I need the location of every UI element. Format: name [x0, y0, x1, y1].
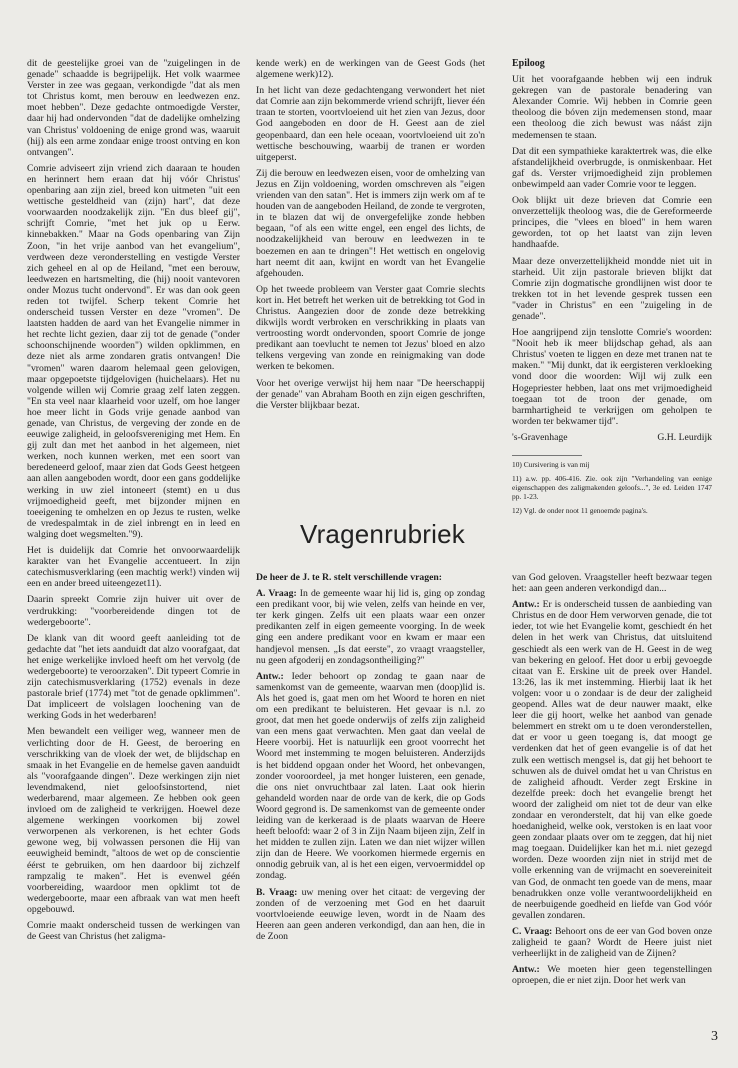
qa-block — [512, 572, 712, 594]
qa-text: We moeten hier geen tegenstellingen oproepen, die er niet zijn. Door het werk van — [512, 964, 712, 987]
qa-text: Behoort ons de eer van God boven onze zaligheid te gaan? Wordt de Heere juist niet verheerlijkt in de zaligheid van de Zijnen? — [512, 925, 712, 960]
paragraph: Men bewandelt een veiliger weg, wanneer men de verlichting door de H. Geest, de beroering en verschrikking van de vloek der wet, de blijdschap en smaak in het Evangelie en de hemelse gaven aanduidt als "voorafgaande dingen". Deze werkingen zijn niet levendmakend, niet geloofsinstortend, niet wederbarend, maar algemeen. Ze hebben ook geen invloed om de zaligheid te verkrijgen. Hoewel deze algemene werkingen voorkomen bij zowel verworpenen als verkorenen, is het echter Gods gewone weg, bij volwassen personen die Hij van eeuwigheid bemindt, "altoos de wet op de conscientie éérst te gebruiken, om hen daardoor bij zichzelf rampzalig te maken". Het is evenwel géén voorbereiding, waardoor men opklimt tot de wedergeboorte, maar een afbraak van wat men heeft opgebouwd. — [27, 726, 240, 915]
paragraph: Maar deze onverzettelijkheid mondde niet uit in starheid. Uit zijn pastorale brieven blijkt dat Comrie zijn dogmatische grondlijnen wist door te trekken tot in het levende gesprek tussen een "vader in Christus" en een "zuigeling in de genade". — [512, 255, 712, 322]
author: G.H. Leurdijk — [657, 431, 712, 443]
column-right-lower — [512, 572, 712, 1043]
paragraph: Zij die berouw en leedwezen eisen, voor de omhelzing van Jezus en Zijn voldoening, worden omschreven als "eigen vrienden van den satan". Het is immers zijn werk om af te houden van de aangeboden Heiland, de zonde te vergroten, in te blazen dat wij de onvergefelijke zonde hebben begaan, "of als een witte engel, een engel des lichts, de noodzakelijkheid van berouw en leedwezen in te boezemen en aan te dringen"! Het wettisch en ongelovig hart neemt dit aan, kwijnt en wordt van het Evangelie afgehouden. — [256, 167, 485, 279]
paragraph: Comrie maakt onderscheid tussen de werkingen van de Geest van Christus (het zaligma- — [27, 920, 240, 943]
paragraph: In het licht van deze gedachtengang verwondert het niet dat Comrie aan zijn bekommerde vriend schrijft, liever één traan te storten, voortvloeiend uit het zien van Jezus, door God aangeboden en door de H. Geest aan de ziel geopenbaard, dan een hele oceaan, voortvloeiend uit zo'n wettische beschouwing, waarbij de tranen er worden uitgeperst. — [256, 85, 485, 163]
qa-block — [512, 926, 712, 959]
footnote: 12) Vgl. de onder noot 11 genoemde pagina's. — [512, 506, 648, 515]
epilogue-title: Epiloog — [512, 58, 545, 69]
paragraph: Daarin spreekt Comrie zijn huiver uit over de verdrukking: "voorbereidende dingen tot de wedergeboorte". — [27, 594, 240, 628]
qa-block — [512, 964, 712, 986]
column-middle-upper — [256, 58, 485, 523]
paragraph: kende werk) en de werkingen van de Geest Gods (het algemene werk)12). — [256, 58, 485, 81]
paragraph: Comrie adviseert zijn vriend zich daaraan te houden en herinnert hem eraan dat hij vóór Christus' openbaring aan zijn ziel, breed kon uitmeten "uit een wettische gesteldheid van (zijn) hart", dat deze voorwaarden noodzakelijk zijn. "En dus bleef gij", schrijft Comrie, "met het juk op u Eerw. kinnebakken." Maar na Gods openbaring van Zijn Zoon, "in het vrije aanbod van het evangelium", verdween deze veronderstelling en vestigde Verster zich geheel en al op de Heiland, "met een berouw, leedwezen en hartsmelting, die (hij) nooit vantevoren onder Mozus tucht ondervond". Er was dan ook geen reden tot twijfel. Scherp tekent Comrie het onderscheid tussen Verster en deze "vromen". De laatsten hadden de aard van het Evangelie nimmer in het rechte licht gezien, daar zij tot de genade ("onder schoonschijnende woorden") wilden opklimmen, en deze niet als arme zondaren gratis ontvangen! Die "vromen" waren daarom helemaal geen gelovigen, maar opgepoetste tijdgelovigen (huichelaars). Het nu volgende willen wij Comrie graag zelf laten zeggen. "En sta veel naar klaarheid voor uzelf, om hoe langer hoe meer licht in Gods vrije genade aanbod van genade, van Christus, de vergeving der zonde en de eeuwige zaligheid, in geloofsvereniging met Hem. En gij zult dan met het aanbod in het algemeen, niet werken, noch kunnen werken, met een soort van beredeneerd geloof, maar zien dat Gods Geest hetgeen aan allen aangeboden wordt, door een gans goddelijke werking in uw ziel intoneert (stemt) en u dus vrijmoedigheid geeft, met bijzonder mijnen en toeeigening te omhelzen en op Jezus te rusten, welke de vredespalmtak in de ziel inbrengt en in leed en walging doet wegsmelten."9). — [27, 162, 240, 540]
qa-label: C. Vraag: — [512, 925, 553, 937]
qa-label: Antw.: — [512, 599, 540, 611]
qa-block — [256, 887, 485, 942]
column-left — [27, 58, 240, 1043]
qa-label: A. Vraag: — [256, 588, 297, 600]
qa-block — [256, 671, 485, 882]
paragraph: Dat dit een sympathieke karaktertrek was, die elke afstandelijkheid overbrugde, is onmiskenbaar. Het gaf ds. Verster vrijmoedigheid zijn problemen onbewimpeld aan vader Comrie voor te leggen. — [512, 145, 712, 190]
place: 's-Gravenhage — [512, 431, 568, 443]
column-right-upper — [512, 58, 712, 523]
paragraph: Op het tweede probleem van Verster gaat Comrie slechts kort in. Het betreft het werken uit de betrekking tot God in Christus. Aangezien door de zonde deze betrekking dikwijls wordt verbroken en verschrikking in plaats van vertroosting wordt ondervonden, spoort Comrie de jonge predikant aan toevlucht te nemen tot Jezus' bloed en alzo telkens vergeving van zonde en reinigmaking van dode werken te bekomen. — [256, 283, 485, 373]
qa-text: Er is onderscheid tussen de aanbieding van Christus en de door Hem verworven genade, die tot ieder, tot wie het Evangelie komt, geschiedt én het delen in het werk van Christus, dat uitsluitend geschiedt als een werk van de H. Geest in de weg van bekering en geloof. Het door u erbij gevoegde citaat van E. Erskine uit de preek over Handel. 13:26, las ik met instemming. Hierbij laat ik het volgen: voor u o zondaar is de deur der zaligheid geopend. Alles wat de deur nauwer maakt, elke leer die gij hoort, welke het aanbod van genade belemmert en strekt om u te doen veronderstellen, dat er voor u geen toegang is, dat moogt ge verdenken dat het of geen evangelie is of dat het zulk een wettisch mengsel is, dat gij het behoort te schuwen als de duivel omdat het u van Christus en de zaligheid afhoudt. Verder zegt Erskine in dezelfde preek: doch het evangelie brengt het woord der zaligheid om niet tot de deur van elke zondaar en veronderstelt, dat hij van elke goede hoedanigheid, welke ook, verstoken is en laat voor geen zondaar plaats over om te zeggen, dat hij niet mag toegaan. Duidelijker kan het m.i. niet gezegd worden. Deze woorden zijn niet in strijd met de volle erkenning van de vrijmacht en soevereiniteit van God, de onmacht ten goede van de mens, maar benadrukken onze volle verantwoordelijkheid en de neerbuigende goedheid en liefde van God vóór gevallen zondaren. — [512, 599, 712, 921]
page-number: 3 — [711, 1029, 718, 1044]
qa-label: Antw.: — [256, 670, 284, 682]
paragraph: Uit het voorafgaande hebben wij een indruk gekregen van de pastorale benadering van Alexander Comrie. Wij hebben in Comrie geen theoloog die bóven zijn medemensen stond, maar een theoloog die zich bewust was náást zijn medemensen te staan. — [512, 74, 712, 141]
qa-label: Antw.: — [512, 964, 540, 976]
paragraph: Het is duidelijk dat Comrie het onvoorwaardelijk karakter van het Evangelie accentueert. In zijn catechismusverklaring (een machtig werk!) vinden wij een en ander breed uiteengezet11). — [27, 545, 240, 590]
qa-text: In de gemeente waar hij lid is, ging op zondag een predikant voor, bij wie velen, zelfs van heinde en ver, ter kerk gingen. Zelfs uit een plaats waar een onzer predikanten zelf in eigen gemeente voorging. In de week ging een andere predikant voor en kwam er maar een handjevol mensen. „Is dat eerste", zo vraagt vraagsteller, nu geen afgoderij en zondagsontheiliging?" — [256, 588, 485, 666]
qa-text: uw mening over het citaat: de vergeving der zonden of de verzoening met God en het daaruit voortvloeiende eeuwige leven, wordt in de Naam des Heeren aan geen anderen verkondigd, dan aan hen, die in de Zoon — [256, 886, 485, 942]
qa-text: van God geloven. Vraagsteller heeft bezwaar tegen het: aan geen anderen verkondigd dan... — [512, 572, 712, 595]
footnote: 11) a.w. pp. 406-416. Zie. ook zijn "Verhandeling van eenige eigenschappen des zaligmakenden geloofs...", 3e ed. Leiden 1747 pp. 1-23. — [512, 474, 712, 501]
footnote-divider — [512, 455, 582, 456]
footnote: 10) Cursivering is van mij — [512, 460, 590, 469]
paragraph: Ook blijkt uit deze brieven dat Comrie een onverzettelijk theoloog was, die de Gereformeerde principes, die "vlees en bloed" in hem waren geworden, tot op het laatst van zijn leven handhaafde. — [512, 195, 712, 251]
paragraph: Voor het overige verwijst hij hem naar "De heerschappij der genade" van Abraham Booth en zijn eigen geschriften, die Verster blijkbaar bezat. — [256, 377, 485, 411]
qa-block — [512, 599, 712, 921]
paragraph: dit de geestelijke groei van de "zuigelingen in de genade" schaadde is begrijpelijk. Het volk waarmee Verster in zee was gegaan, verkondigde "dat als men tot Christus komt, men berouw en leedwezen enz. moet hebben". Deze gedachte ontmoedigde Verster, daar hij had ondervonden "dat de dadelijke omhelzing van Christus' voldoening de enige grond was, waaruit (hij) als een arme zondaar enige troost ontving en kon ontvangen". — [27, 58, 240, 158]
qa-text: Ieder behoort op zondag te gaan naar de samenkomst van de gemeente, waarvan men (doop)lid is. Als het goed is, gaat men om het Woord te horen en niet om een predikant te beluisteren. Het gevaar is n.l. zo groot, dat men het goede onderwijs of zelfs zijn zaligheid van een mens gaat verwachten. Men gaat dan veelal de Heere voorbij. Het is natuurlijk een groot voorrecht het Woord met instemming te mogen beluisteren. Anderzijds is het biddend opgaan onder het Woord, het onbevangen, zonder vooroordeel, ja met honger luisteren, een genade, die ons niet onvruchtbaar zal laten. Laat ook hierin gehandeld worden naar de orde van de kerk, die op Gods Woord gegrond is. De samenkomst van de gemeente onder leiding van de kerkeraad is de plaats waarvan de Heere heeft beloofd: waar 2 of 3 in Zijn Naam bijeen zijn, Zelf in het midden te zullen zijn. Laten we dan niet wijzer willen zijn dan de Heere. We voorkomen hiermede ergernis en onnodig gebruik van, al is het een eigen, vervoermiddel op zondag. — [256, 670, 485, 882]
signature-line — [512, 432, 712, 443]
question-lead: De heer de J. te R. stelt verschillende vragen: — [256, 572, 442, 583]
qa-block — [256, 588, 485, 666]
paragraph: Hoe aangrijpend zijn tenslotte Comrie's woorden: "Nooit heb ik meer blijdschap gehad, als aan Christus' voeten te liggen en deze met tranen nat te maken." "Mij dunkt, dat ik eergisteren verkloeking vond door die woorden: Wijl wij zulk een Hogepriester hebben, laat ons met vrijmoedigheid toegaan tot de troon der genade, om barmhartigheid te verkrijgen om geholpen te worden ter bekwamer tijd". — [512, 327, 712, 427]
qa-label: B. Vraag: — [256, 886, 298, 898]
section-title: Vragenrubriek — [300, 519, 465, 549]
column-middle-lower — [256, 572, 485, 1043]
paragraph: De klank van dit woord geeft aanleiding tot de gedachte dat "het iets aanduidt dat alzo voorafgaat, dat het enige werkelijke invloed heeft om het vervolg (de wedergeboorte) te veroorzaken". Dit typeert Comrie in zijn catechismusverklaring (1752) evenals in deze pastorale brief (1774) met "tot de genade opklimmen". Dat impliceert de volslagen loochening van de werking Gods in het wederbaren! — [27, 632, 240, 722]
